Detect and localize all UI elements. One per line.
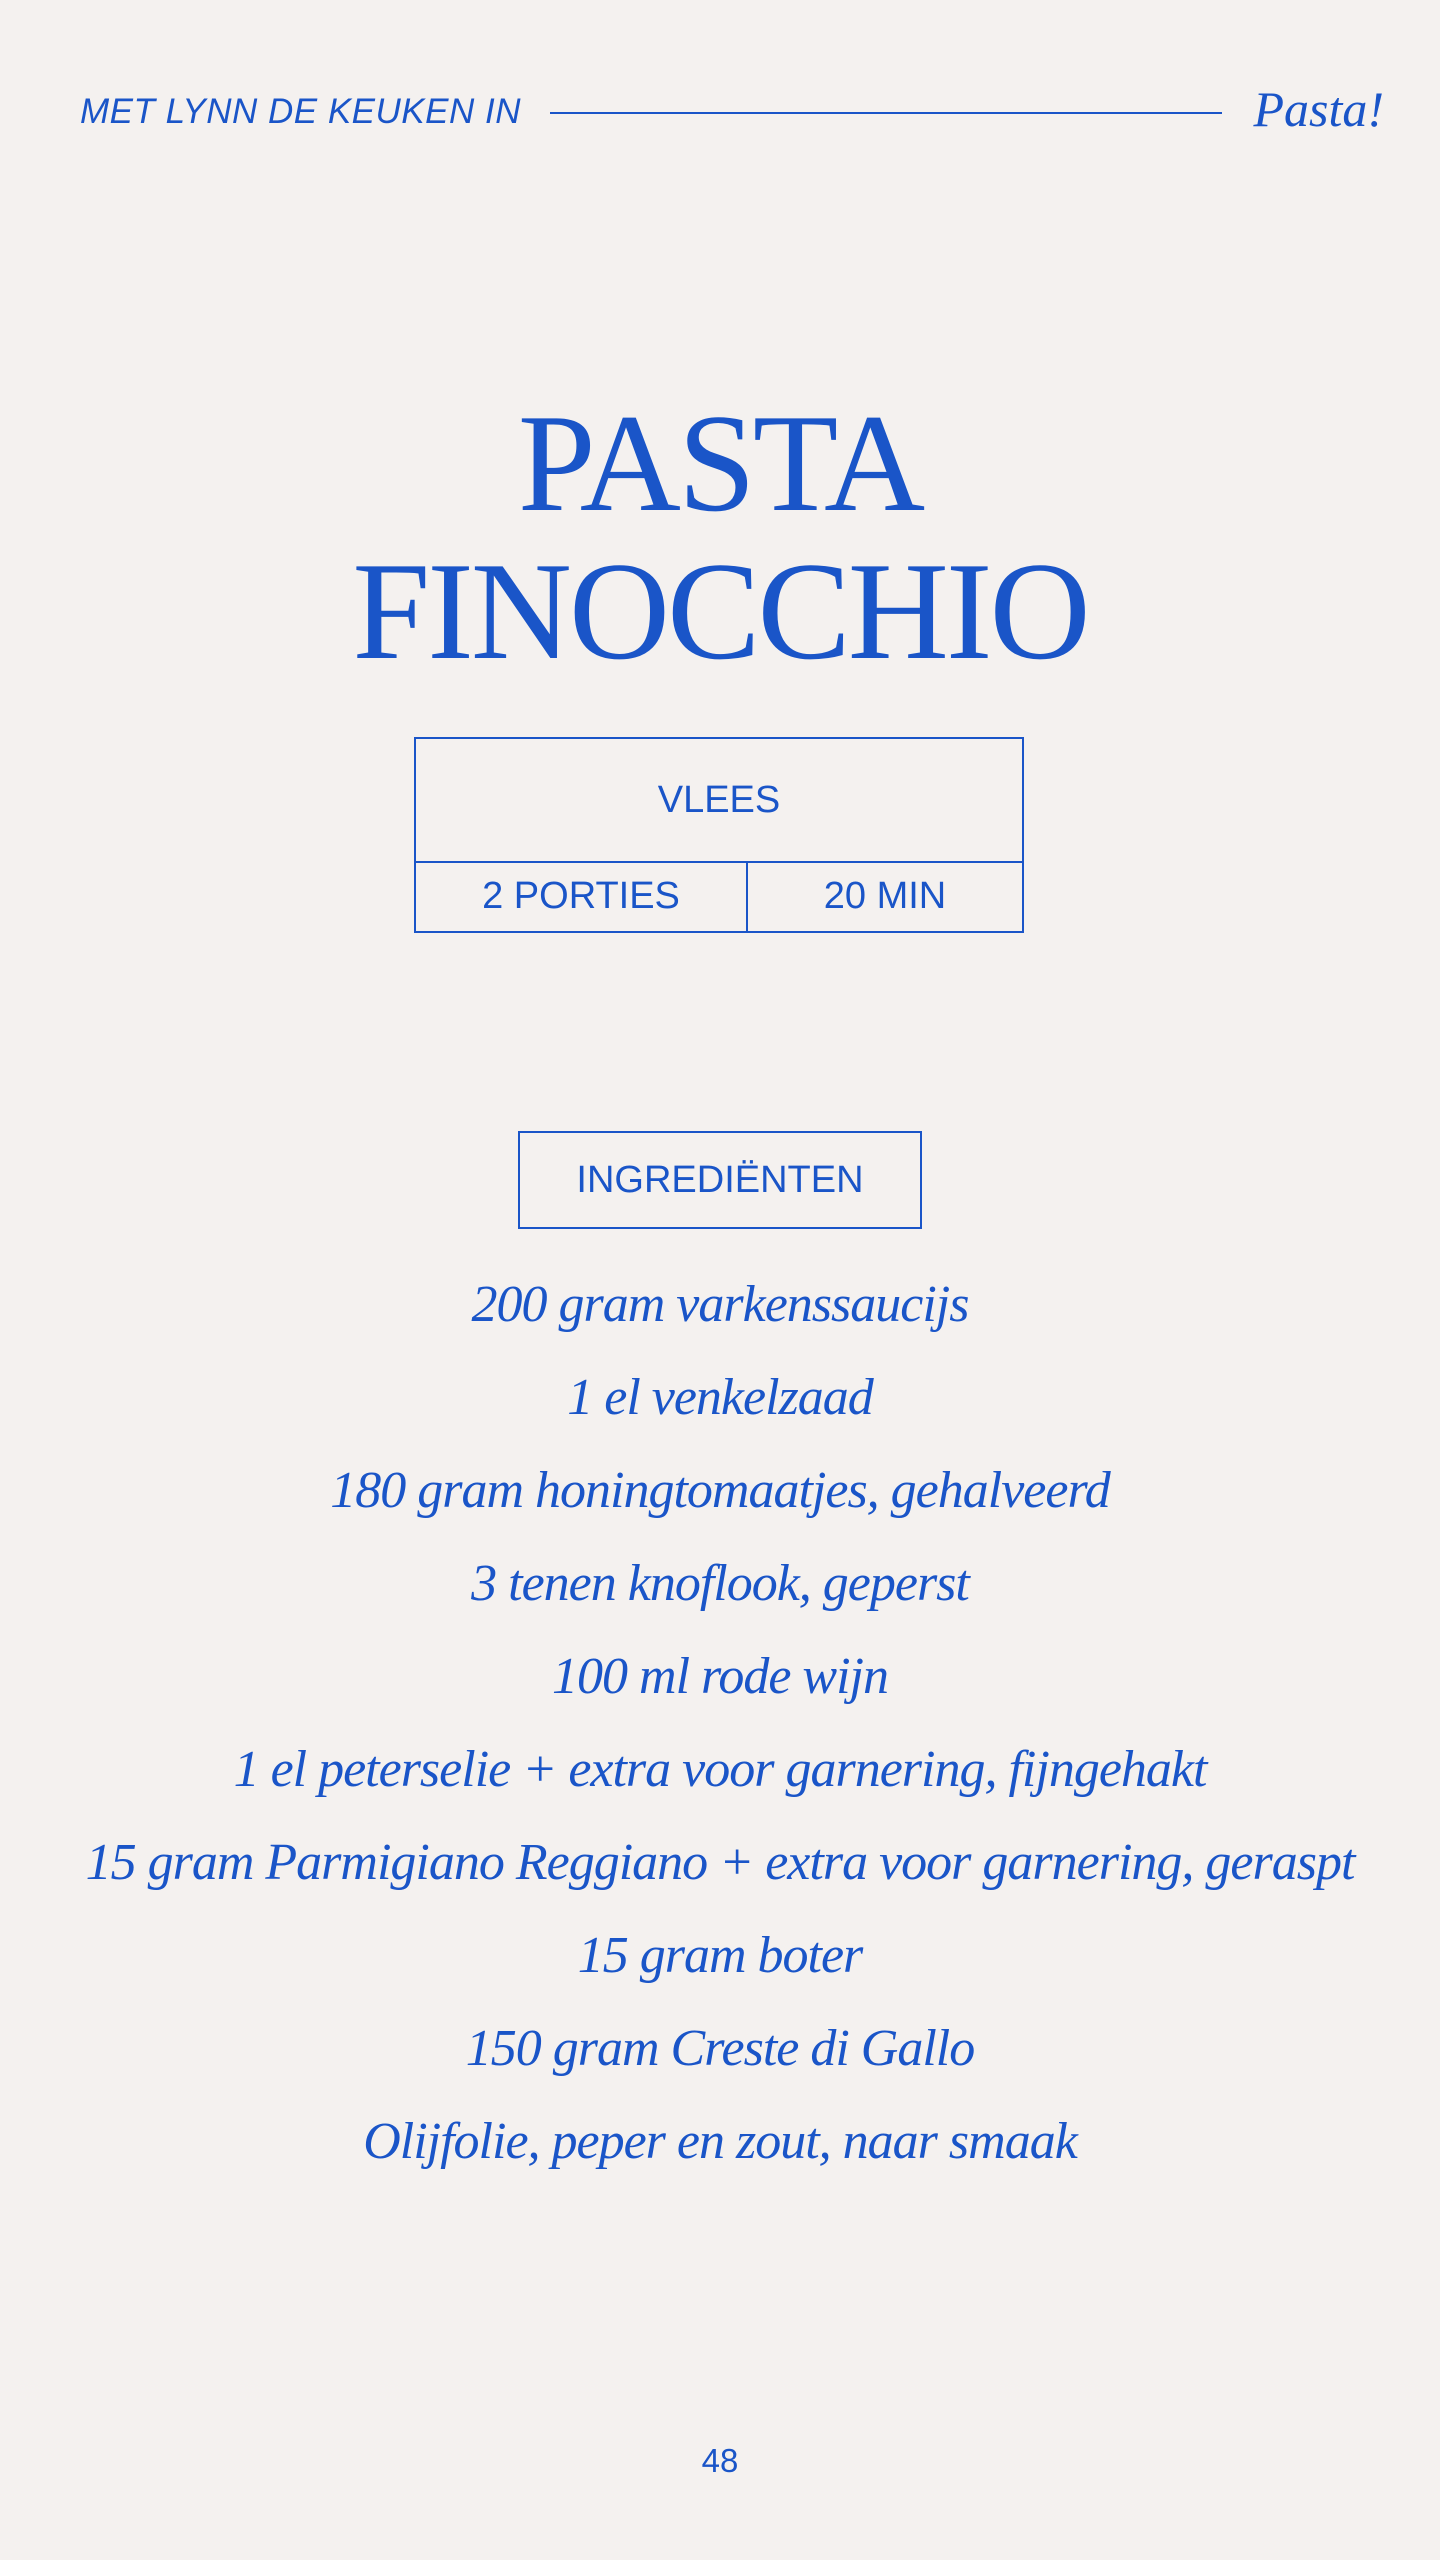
recipe-title-line-1: PASTA: [517, 386, 923, 541]
page-number: 48: [701, 2442, 739, 2479]
recipe-meta-row: [416, 861, 1022, 931]
recipe-category: VLEES: [416, 739, 1022, 863]
ingredient-item: 15 gram Parmigiano Reggiano + extra voor garnering, geraspt: [85, 1834, 1355, 1891]
ingredient-item: Olijfolie, peper en zout, naar smaak: [363, 2113, 1077, 2170]
recipe-info-box: [414, 737, 1024, 933]
chapter-title: Pasta!: [1253, 81, 1384, 137]
recipe-title-line-2: FINOCCHIO: [352, 534, 1088, 689]
recipe-time: 20 MIN: [823, 874, 947, 917]
series-title: MET LYNN DE KEUKEN IN: [80, 92, 521, 131]
page-header: [80, 81, 1384, 138]
ingredient-item: 180 gram honingtomaatjes, gehalveerd: [330, 1462, 1110, 1519]
ingredient-item: 15 gram boter: [577, 1927, 863, 1984]
recipe-title: [0, 386, 1440, 689]
ingredients-list: [0, 1258, 1440, 2188]
ingredient-item: 100 ml rode wijn: [552, 1648, 888, 1705]
ingredients-heading: INGREDIËNTEN: [518, 1131, 922, 1229]
ingredient-item: 200 gram varkenssaucijs: [471, 1276, 969, 1333]
ingredient-item: 1 el venkelzaad: [567, 1369, 873, 1426]
ingredient-item: 3 tenen knoflook, geperst: [471, 1555, 969, 1612]
header-divider: [550, 112, 1222, 114]
recipe-portions: 2 PORTIES: [416, 861, 748, 931]
ingredient-item: 150 gram Creste di Gallo: [465, 2020, 975, 2077]
ingredient-item: 1 el peterselie + extra voor garnering, fijngehakt: [233, 1741, 1207, 1798]
